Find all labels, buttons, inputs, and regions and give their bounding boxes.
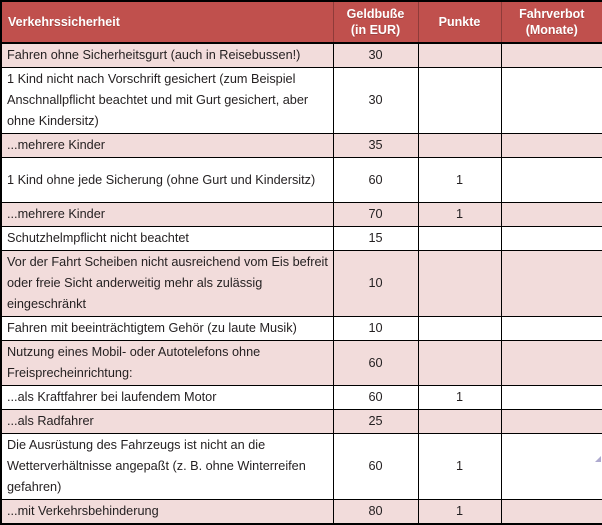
cell-points [418, 43, 501, 68]
table-row [1, 317, 602, 341]
column-header-ban [501, 1, 602, 43]
cell-ban [501, 158, 602, 203]
cell-fine: 30 [333, 43, 418, 68]
cell-ban [501, 251, 602, 317]
column-header-fine-unit: (in EUR) [334, 22, 418, 38]
cell-ban [501, 434, 602, 500]
cell-points [418, 68, 501, 134]
table-row [1, 251, 602, 317]
column-header-offence [1, 1, 333, 43]
cell-fine: 35 [333, 134, 418, 158]
cell-fine: 60 [333, 434, 418, 500]
cell-fine: 60 [333, 386, 418, 410]
cell-ban [501, 227, 602, 251]
cell-ban [501, 68, 602, 134]
cell-fine: 10 [333, 251, 418, 317]
cell-offence: 1 Kind nicht nach Vorschrift gesichert (zum Beispiel Anschnallpflicht beachtet und mit Gurt gesichert, aber ohne Kindersitz) [1, 68, 333, 134]
column-header-fine [333, 1, 418, 43]
cell-ban [501, 43, 602, 68]
cell-offence: Die Ausrüstung des Fahrzeugs ist nicht an die Wetterverhältnisse angepaßt (z. B. ohne Winterreifen gefahren) [1, 434, 333, 500]
cell-offence: ...mehrere Kinder [1, 203, 333, 227]
cell-ban [501, 500, 602, 525]
table-header [1, 1, 602, 43]
column-header-ban-unit: (Monate) [502, 22, 602, 38]
cell-offence: Fahren mit beeinträchtigtem Gehör (zu laute Musik) [1, 317, 333, 341]
cell-points [418, 227, 501, 251]
table-row [1, 341, 602, 386]
cell-offence: Nutzung eines Mobil- oder Autotelefons ohne Freisprecheinrichtung: [1, 341, 333, 386]
table-row [1, 386, 602, 410]
table-row [1, 227, 602, 251]
table-row [1, 434, 602, 500]
cell-fine: 60 [333, 341, 418, 386]
column-header-fine-label: Geldbuße [347, 7, 405, 21]
table-row [1, 500, 602, 525]
table-row [1, 134, 602, 158]
cell-fine: 10 [333, 317, 418, 341]
cell-ban [501, 410, 602, 434]
table-row [1, 203, 602, 227]
cell-points: 1 [418, 158, 501, 203]
table-row [1, 158, 602, 203]
cell-points [418, 410, 501, 434]
cell-fine: 60 [333, 158, 418, 203]
column-header-ban-label: Fahrverbot [519, 7, 584, 21]
cell-ban [501, 203, 602, 227]
cell-points: 1 [418, 203, 501, 227]
column-header-offence-label: Verkehrssicherheit [8, 15, 120, 29]
cell-offence: ...als Radfahrer [1, 410, 333, 434]
column-header-points-label: Punkte [439, 15, 481, 29]
cell-offence: ...mit Verkehrsbehinderung [1, 500, 333, 525]
header-row [1, 1, 602, 43]
cell-fine: 25 [333, 410, 418, 434]
cell-ban [501, 134, 602, 158]
cell-offence: Vor der Fahrt Scheiben nicht ausreichend vom Eis befreit oder freie Sicht anderweitig mehr als zulässig eingeschränkt [1, 251, 333, 317]
table-row [1, 43, 602, 68]
cell-points: 1 [418, 434, 501, 500]
cell-points [418, 251, 501, 317]
cell-offence: 1 Kind ohne jede Sicherung (ohne Gurt und Kindersitz) [1, 158, 333, 203]
cell-offence: ...als Kraftfahrer bei laufendem Motor [1, 386, 333, 410]
table-body [1, 43, 602, 524]
cell-offence: Fahren ohne Sicherheitsgurt (auch in Reisebussen!) [1, 43, 333, 68]
cell-offence: ...mehrere Kinder [1, 134, 333, 158]
cell-ban [501, 386, 602, 410]
table-row [1, 410, 602, 434]
cell-ban [501, 317, 602, 341]
cell-fine: 80 [333, 500, 418, 525]
cell-ban [501, 341, 602, 386]
cell-fine: 30 [333, 68, 418, 134]
cell-points [418, 341, 501, 386]
cell-points [418, 134, 501, 158]
cell-points [418, 317, 501, 341]
cell-points: 1 [418, 500, 501, 525]
cell-fine: 70 [333, 203, 418, 227]
cell-offence: Schutzhelmpflicht nicht beachtet [1, 227, 333, 251]
column-header-points [418, 1, 501, 43]
cell-fine: 15 [333, 227, 418, 251]
table-row [1, 68, 602, 134]
cell-points: 1 [418, 386, 501, 410]
